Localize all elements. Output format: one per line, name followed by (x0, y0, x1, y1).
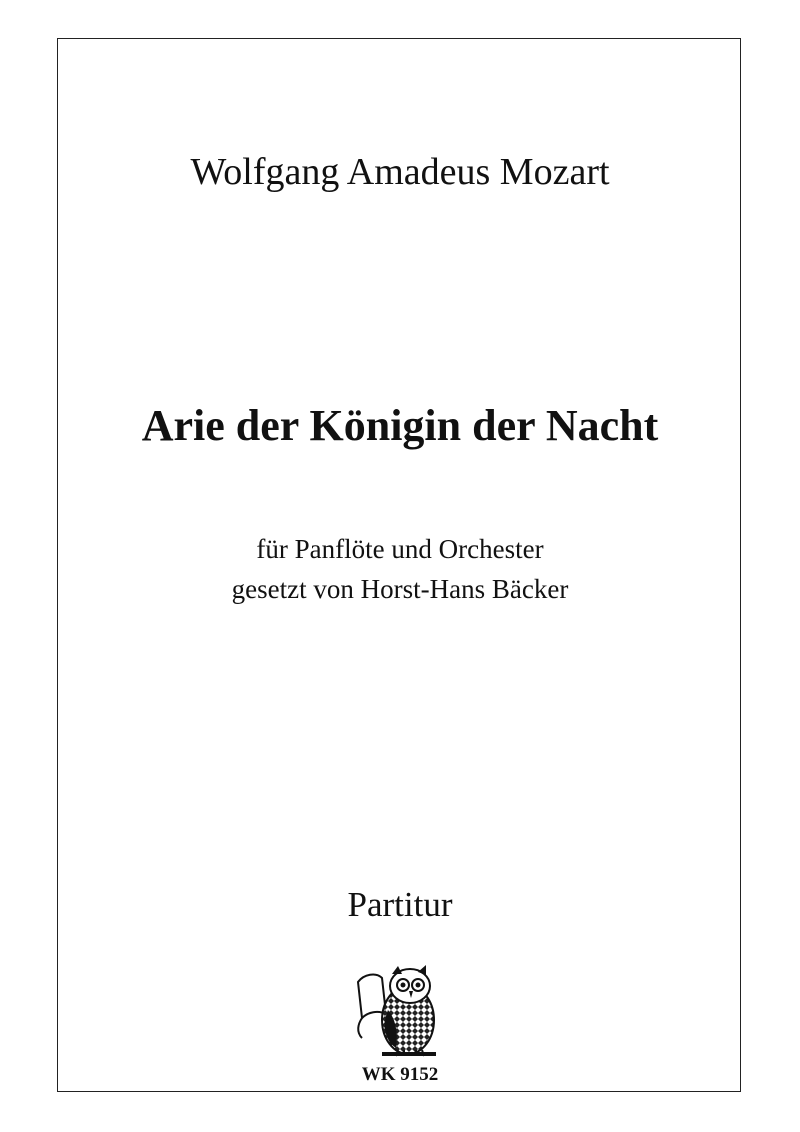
score-type-label: Partitur (347, 885, 453, 924)
work-title: Arie der Königin der Nacht (141, 401, 659, 450)
composer-name: Wolfgang Amadeus Mozart (190, 151, 610, 193)
catalog-number: WK 9152 (361, 1064, 439, 1085)
owl-publisher-logo-icon (352, 962, 444, 1062)
arranger-line: gesetzt von Horst-Hans Bäcker (231, 574, 569, 604)
instrumentation-line: für Panflöte und Orchester (256, 534, 544, 564)
page-border (57, 38, 741, 1092)
